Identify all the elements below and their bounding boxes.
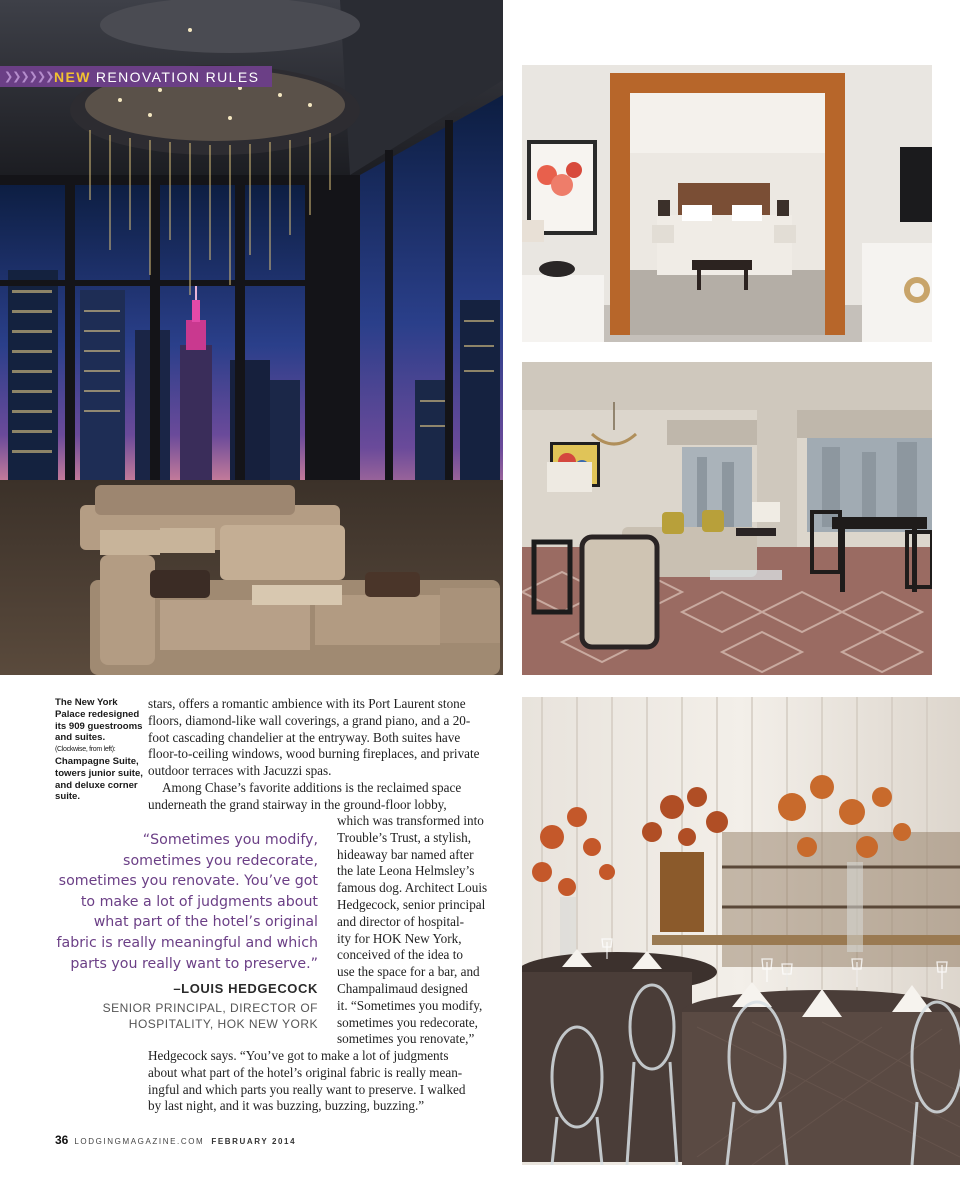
banner-title: RENOVATION RULES	[95, 68, 260, 85]
section-banner	[0, 66, 272, 87]
caption-direction: (Clockwise, from left):	[55, 746, 116, 754]
page-folio	[55, 1133, 296, 1149]
body-paragraph-1: stars, offers a romantic ambience with its Port Laurent stone floors, diamond-like wall coverings, a grand piano, and a 20- foot cascading chandelier at the entryway. Both suites have floor-to-ceiling windows, wood burning fireplaces, and private outdoor terraces with Jacuzzi spas.	[148, 696, 480, 779]
photo-dining-event	[522, 697, 960, 1165]
photo-caption	[55, 697, 143, 803]
photo-junior-suite	[522, 65, 932, 342]
pull-quote: “Sometimes you modify, sometimes you redecorate, sometimes you renovate. You’ve got to make a lot of judgments about what part of the hotel’s original fabric is really meaningful and which parts you really want to preserve.”	[56, 832, 318, 972]
pull-quote-attribution: –LOUIS HEDGECOCK	[173, 981, 318, 996]
chevron-arrows-icon: ❯❯❯❯❯❯	[4, 70, 54, 83]
body-paragraph-2-column: which was transformed into Trouble’s Trust, a stylish, hideaway bar named after the late Leona Helmsley’s famous dog. Architect Louis Hedgecock, senior principal and director of hospital- ity for HOK New York, conceived of the idea to use the space for a bar, and Champalimaud designed it. “Sometimes you modify, sometimes you redecorate, sometimes you renovate,”	[337, 813, 488, 1047]
photo-champagne-suite	[0, 0, 503, 675]
photo-corner-suite	[522, 362, 932, 675]
issue-date: FEBRUARY 2014	[211, 1137, 297, 1146]
body-paragraph-2-top: Among Chase’s favorite additions is the reclaimed space underneath the grand stairway in the ground-floor lobby,	[148, 780, 462, 812]
page-number: 36	[55, 1133, 69, 1147]
caption-lead: The New York Palace redesigned its 909 guestrooms and suites.	[55, 697, 143, 744]
body-paragraph-2-end: Hedgecock says. “You’ve got to make a lot of judgments about what part of the hotel’s original fabric is really mean- ingful and which parts you really want to preserve. I walked by last night, and it was buzzing, buzzing, buzzing.”	[148, 1048, 466, 1114]
caption-rooms: Champagne Suite, towers junior suite, and deluxe corner suite.	[55, 755, 143, 803]
banner-kicker: NEW	[54, 68, 91, 85]
pull-quote-title: SENIOR PRINCIPAL, DIRECTOR OF HOSPITALITY, HOK NEW YORK	[102, 1001, 318, 1031]
magazine-website: LODGINGMAGAZINE.COM	[74, 1137, 205, 1146]
